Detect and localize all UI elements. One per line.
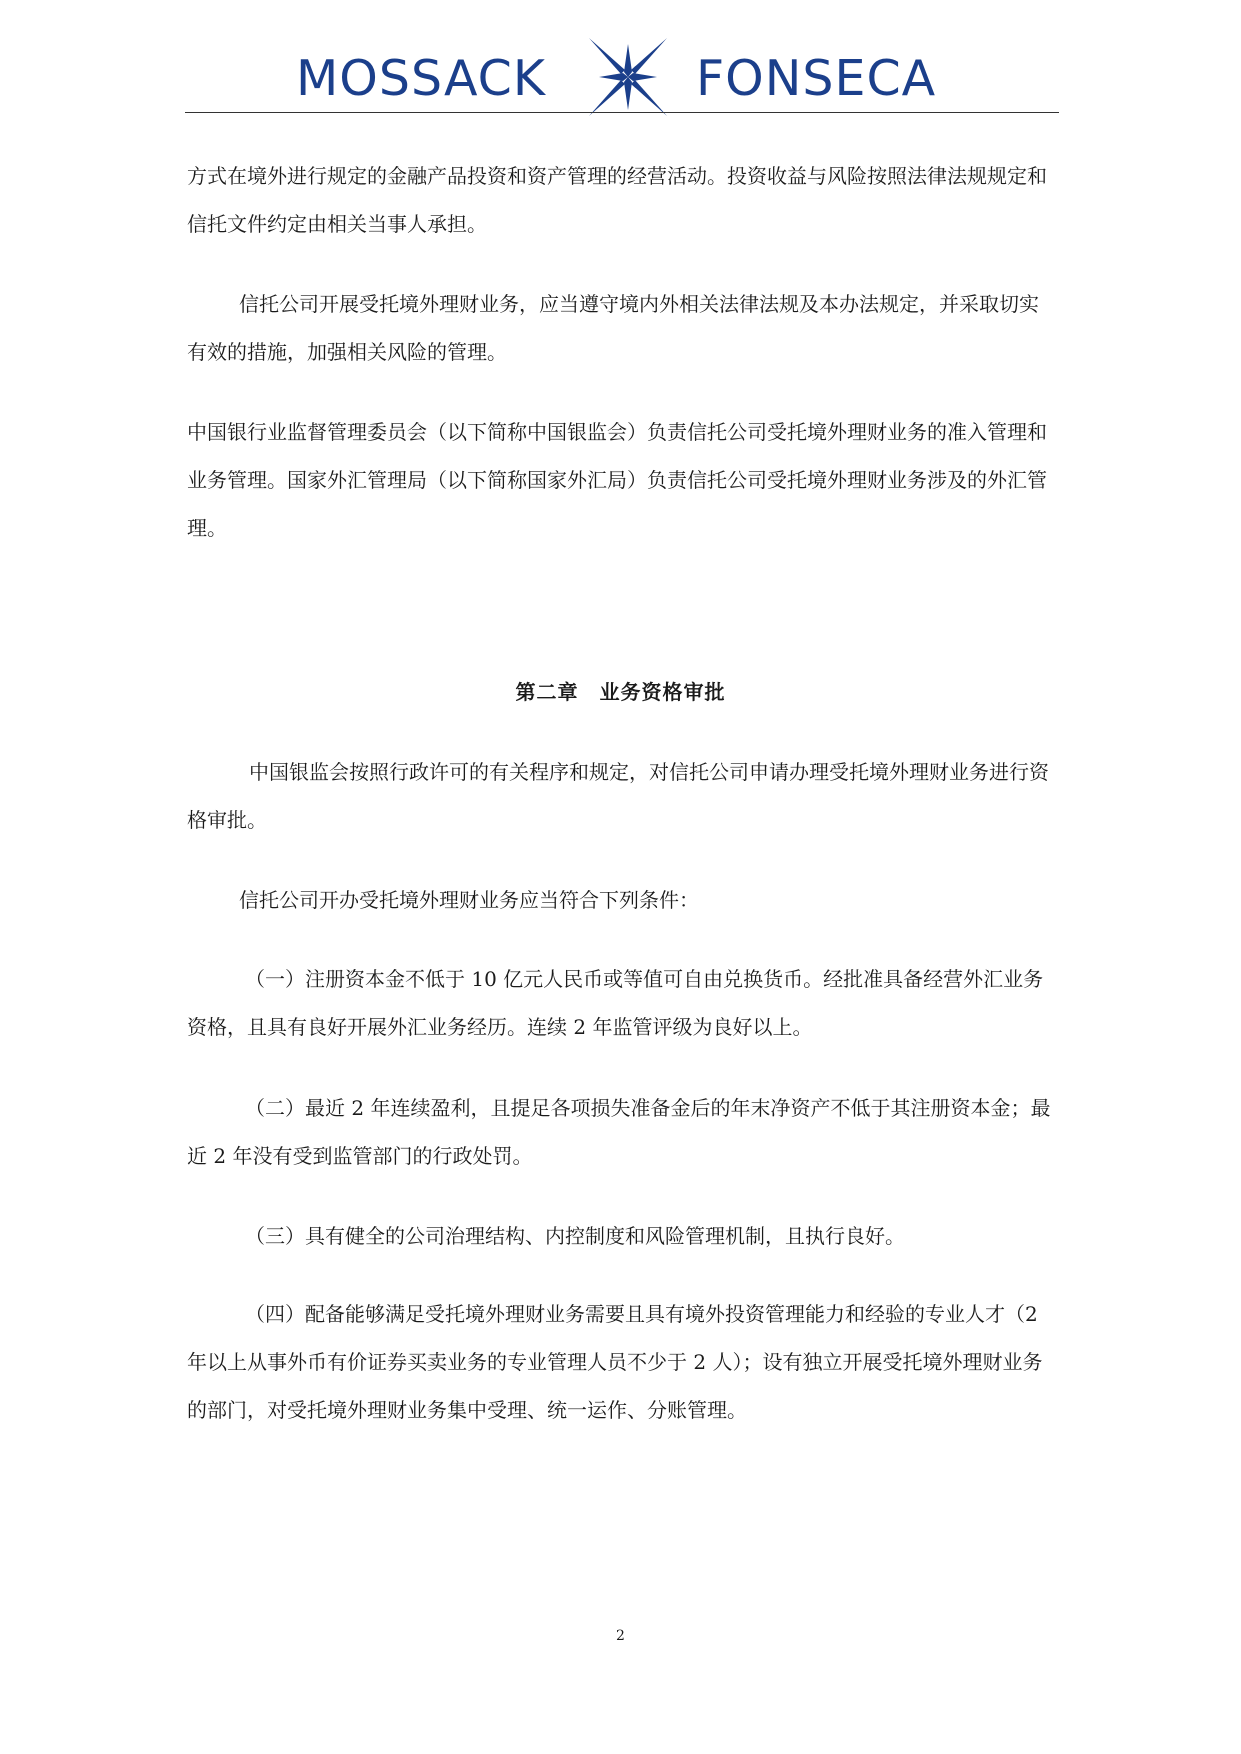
- logo-text-fonseca: FONSECA: [696, 50, 937, 107]
- paragraph-supervision: 中国银行业监督管理委员会（以下简称中国银监会）负责信托公司受托境外理财业务的准入管理和业务管理。国家外汇管理局（以下简称国家外汇局）负责信托公司受托境外理财业务涉及的外汇管理。: [187, 420, 1047, 540]
- paragraph-qualification-review: 中国银监会按照行政许可的有关程序和规定，对信托公司申请办理受托境外理财业务进行资格审批。: [187, 760, 1049, 832]
- paragraph-compliance: 信托公司开展受托境外理财业务，应当遵守境内外相关法律法规及本办法规定，并采取切实有效的措施，加强相关风险的管理。: [187, 292, 1039, 364]
- paragraph-conditions-intro: 信托公司开办受托境外理财业务应当符合下列条件：: [239, 888, 699, 912]
- paragraph-investment-activity: 方式在境外进行规定的金融产品投资和资产管理的经营活动。投资收益与风险按照法律法规规定和信托文件约定由相关当事人承担。: [187, 164, 1047, 236]
- chapter-heading: 第二章 业务资格审批: [515, 680, 726, 704]
- logo-text-mossack: MOSSACK: [296, 50, 546, 107]
- mossack-fonseca-star-icon: [585, 36, 671, 118]
- condition-item-3: （三）具有健全的公司治理结构、内控制度和风险管理机制，且执行良好。: [245, 1224, 905, 1248]
- header-divider: [185, 112, 1059, 113]
- condition-item-4: （四）配备能够满足受托境外理财业务需要且具有境外投资管理能力和经验的专业人才（2 年以上从事外币有价证券买卖业务的专业管理人员不少于 2 人）；设有独立开展受托境外理财业务的部门，对受托境外理财业务集中受理、统一运作、分账管理。: [187, 1302, 1043, 1422]
- condition-item-1: （一）注册资本金不低于 10 亿元人民币或等值可自由兑换货币。经批准具备经营外汇业务资格，且具有良好开展外汇业务经历。连续 2 年监管评级为良好以上。: [187, 967, 1044, 1039]
- document-header: [185, 30, 1059, 114]
- page-number: 2: [616, 1628, 625, 1644]
- condition-item-2: （二）最近 2 年连续盈利，且提足各项损失准备金后的年末净资产不低于其注册资本金；最近 2 年没有受到监管部门的行政处罚。: [187, 1096, 1051, 1168]
